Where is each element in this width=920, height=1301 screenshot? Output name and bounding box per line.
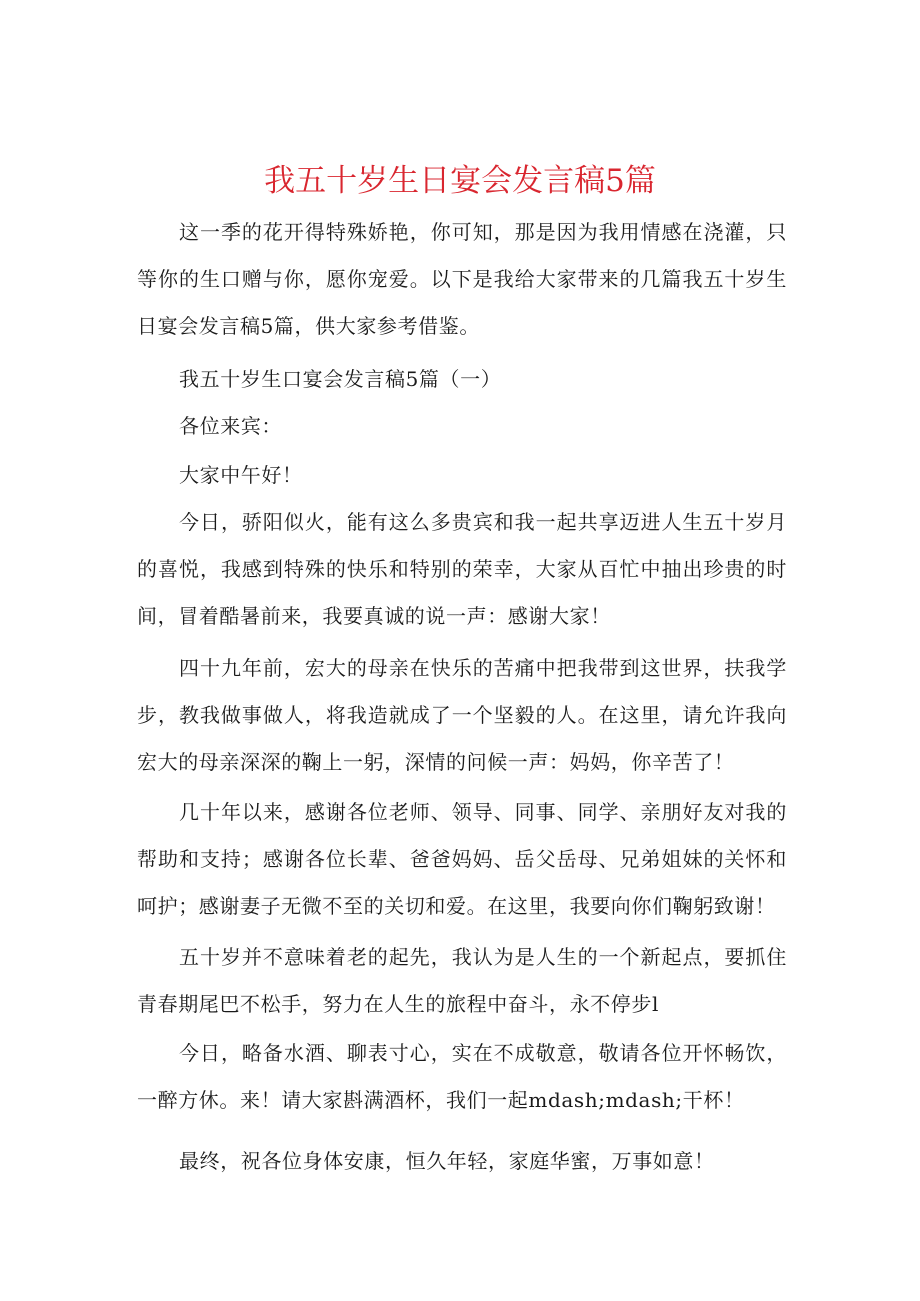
body-paragraph-4: 五十岁并不意味着老的起先，我认为是人生的一个新起点，要抓住青春期尾巴不松手，努力在人生的旅程中奋斗，永不停步l <box>137 945 787 1016</box>
document-title: 我五十岁生日宴会发言稿5篇 <box>264 162 656 199</box>
body-paragraph-1: 今日，骄阳似火，能有这么多贵宾和我一起共享迈进人生五十岁月的喜悦，我感到特殊的快乐和特别的荣幸，大家从百忙中抽出珍贵的时间，冒着酷暑前来，我要真诚的说一声：感谢大家！ <box>137 510 787 628</box>
body-paragraph-2: 四十九年前，宏大的母亲在快乐的苦痛中把我带到这世界，扶我学步，教我做事做人，将我造就成了一个坚毅的人。在这里，请允许我向宏大的母亲深深的鞠上一躬，深情的问候一声：妈妈，你辛苦了！ <box>137 656 787 774</box>
salutation: 各位来宾： <box>179 414 282 438</box>
body-paragraph-5: 今日，略备水酒、聊表寸心，实在不成敬意，敬请各位开怀畅饮，一醉方休。来！请大家斟满酒杯，我们一起mdash;mdash;干杯！ <box>137 1041 787 1112</box>
body-paragraph-3: 几十年以来，感谢各位老师、领导、同事、同学、亲朋好友对我的帮助和支持；感谢各位长辈、爸爸妈妈、岳父岳母、兄弟姐妹的关怀和呵护；感谢妻子无微不至的关切和爱。在这里，我要向你们鞠躬致谢！ <box>137 800 787 918</box>
intro-paragraph: 这一季的花开得特殊娇艳，你可知，那是因为我用情感在浇灌，只等你的生口赠与你，愿你宠爱。以下是我给大家带来的几篇我五十岁生日宴会发言稿5篇，供大家参考借鉴。 <box>137 220 787 338</box>
body-paragraph-6: 最终，祝各位身体安康，恒久年轻，家庭华蜜，万事如意！ <box>179 1149 715 1173</box>
greeting: 大家中午好！ <box>179 463 303 487</box>
section-heading: 我五十岁生口宴会发言稿5篇（一） <box>179 367 502 391</box>
